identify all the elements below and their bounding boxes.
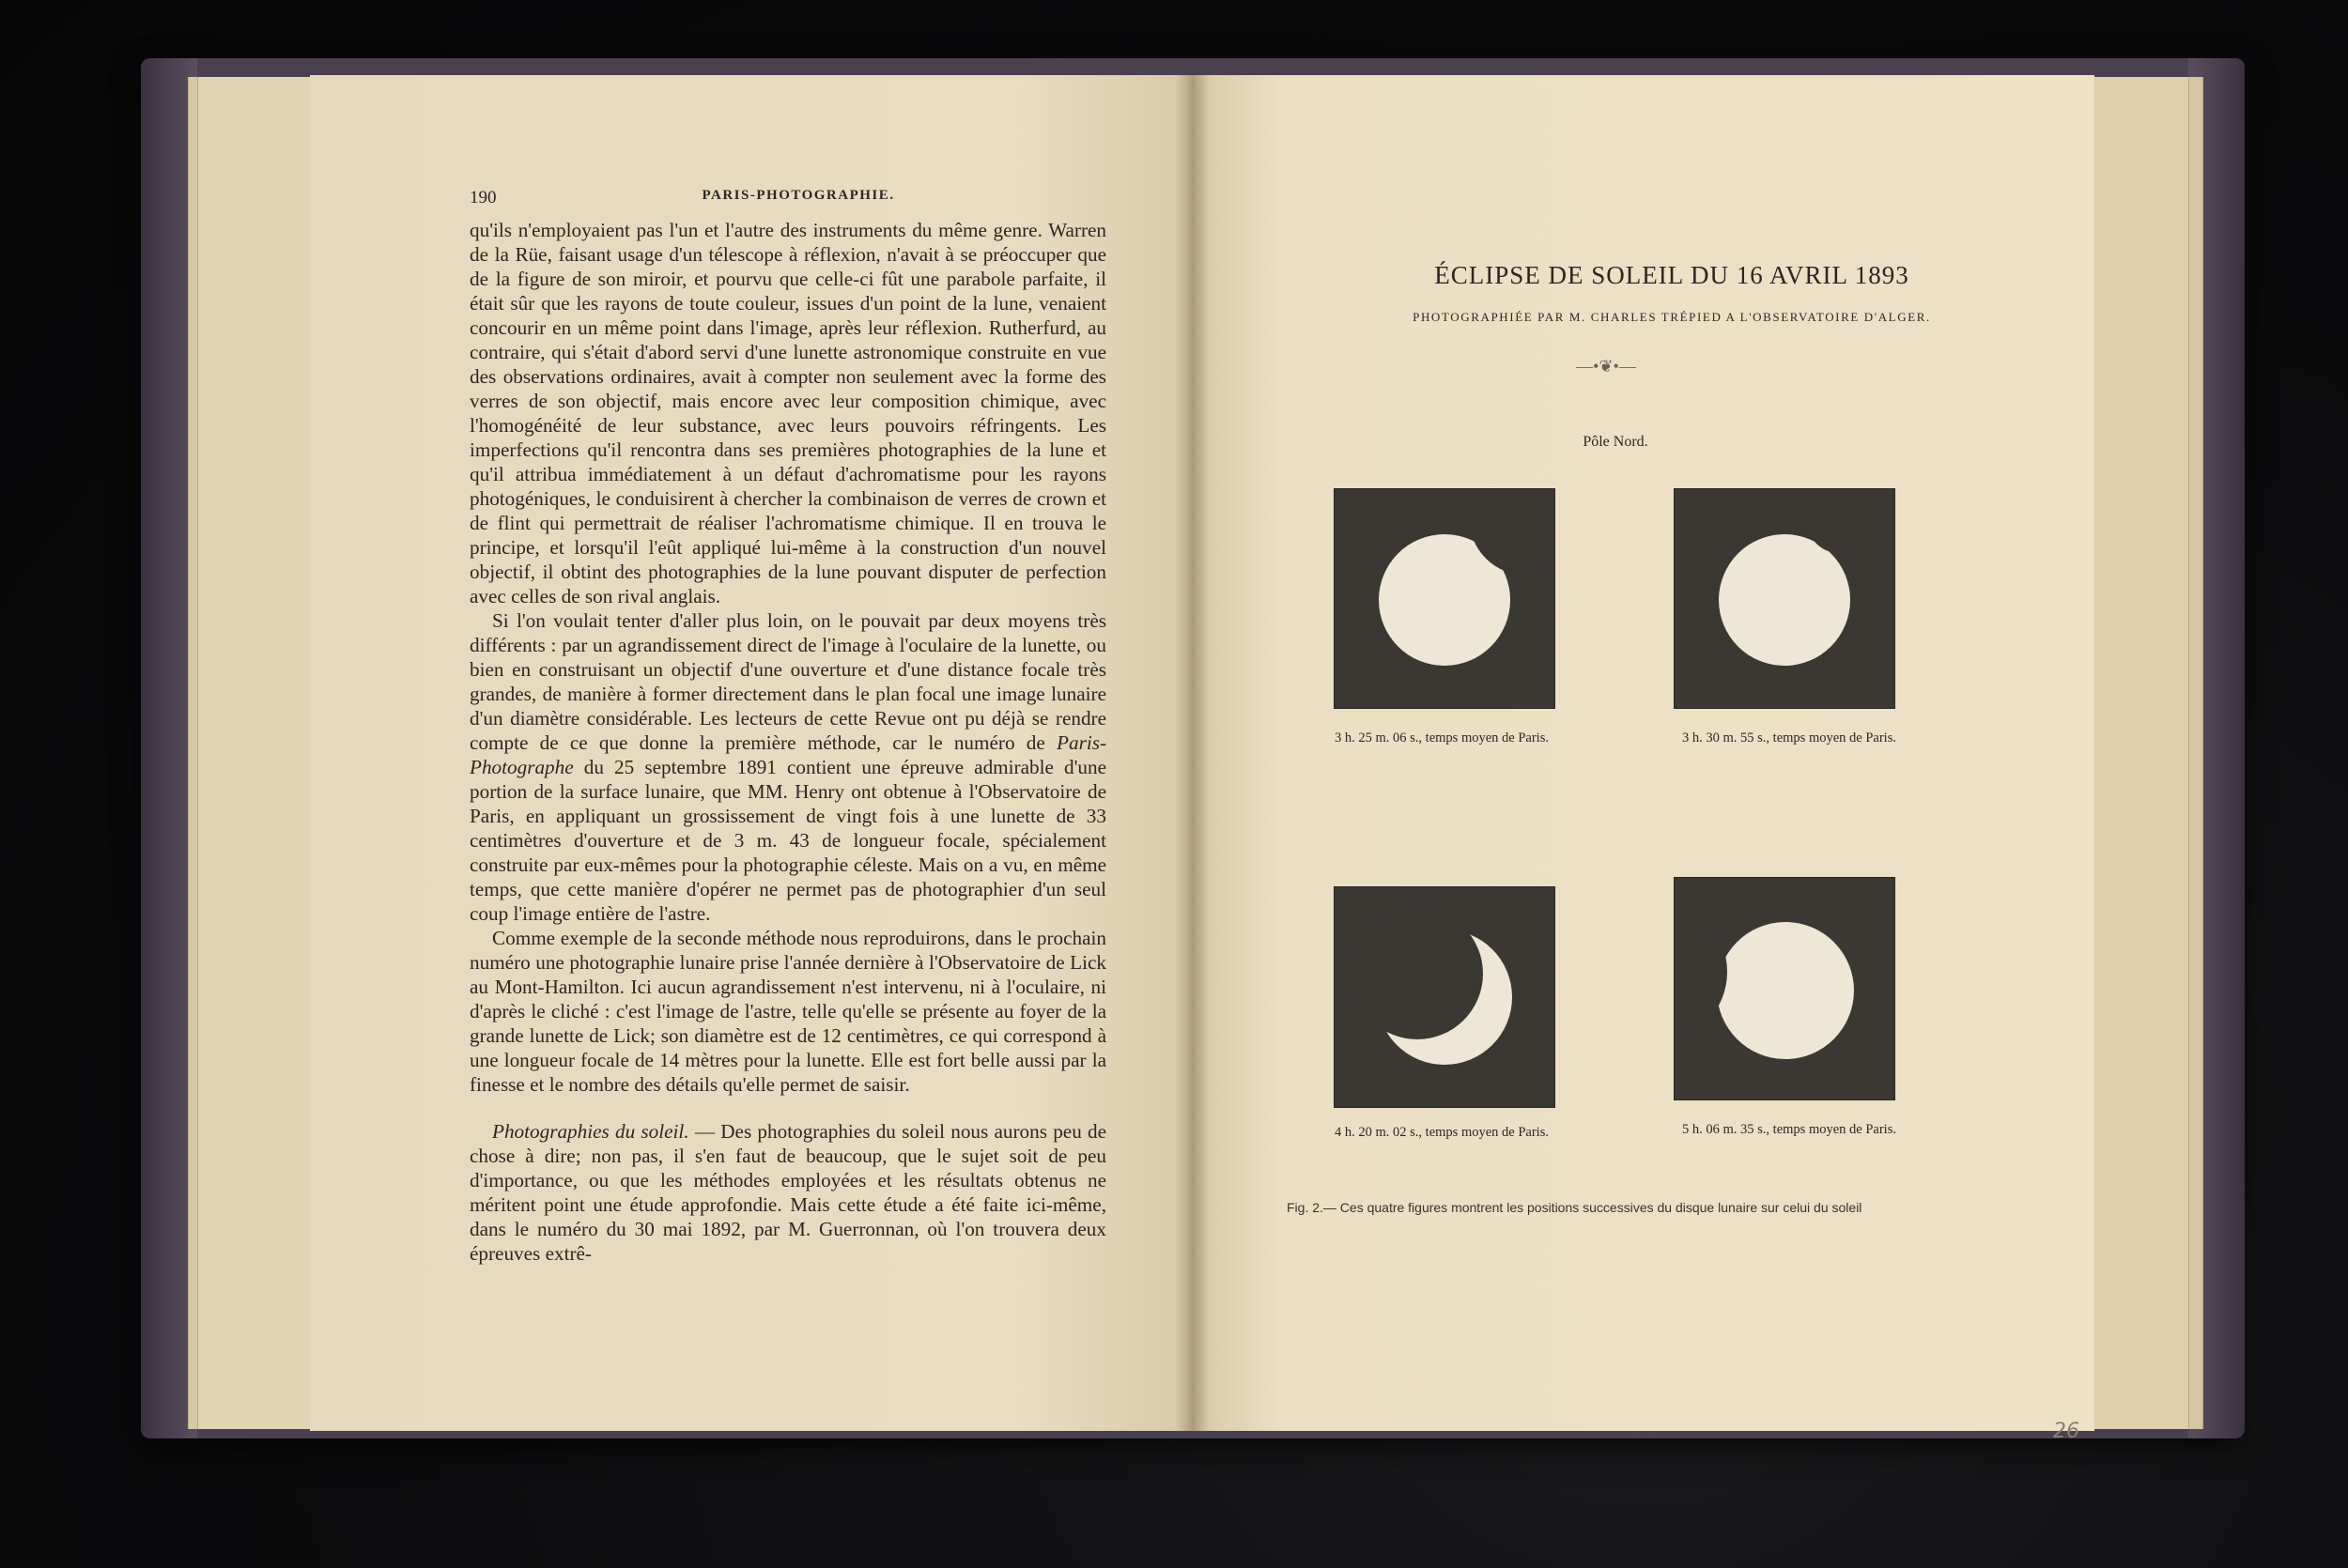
page-stack-right-inner (2094, 77, 2189, 1429)
pencil-folio-mark: 26 (2053, 1420, 2079, 1443)
eclipse-photo-1 (1334, 488, 1555, 709)
sun-disk (1717, 922, 1854, 1059)
photo-caption-2: 3 h. 30 m. 55 s., temps moyen de Paris. (1682, 730, 1896, 746)
book-gutter (1176, 75, 1210, 1431)
figure-caption: Fig. 2.— Ces quatre figures montrent les positions successives du disque lunaire sur celui du soleil (1287, 1200, 1862, 1215)
page-stack-left-inner (197, 77, 311, 1429)
paragraph: qu'ils n'employaient pas l'un et l'autre des instruments du même genre. Warren de la Rüe, faisant usage d'un télescope à réflexion, n'avait à se préoccuper que de la figure de son miroir, et pourvu que celle-ci fût une parabole parfaite, il était sûr que les rayons de toute couleur, issues d'un point de la lune, venaient concourir en un même point dans l'image, après leur réflexion. Rutherfurd, au contraire, qui s'était d'abord servi d'une lunette astronomique construite en vue des observations ordinaires, avait à compter non seulement avec la forme des verres de son objectif, mais encore avec leur composition chimique, avec l'homogénéité de leur substance, avec leurs pouvoirs réfringents. Les imperfections qu'il rencontra dans ses premières photographies de la lune et qu'il attribua immédiatement à un défaut d'achromatisme pour les rayons photogéniques, le conduisirent à chercher la combinaison de verres de crown et de flint qui permettrait de réaliser l'achromatisme chimique. Il en trouva le principe, et lorsqu'il l'eût appliqué lui-même à la construction d'un nouvel objectif, il obtint des photographies de la lune pouvant disputer de perfection avec celles de son rival anglais. (470, 219, 1106, 607)
running-head (470, 188, 1127, 210)
body-text (470, 218, 1106, 1266)
photo-caption-1: 3 h. 25 m. 06 s., temps moyen de Paris. (1335, 730, 1549, 746)
sun-disk (1719, 534, 1850, 666)
pole-label: Pôle Nord. (1583, 434, 1648, 450)
moon-disk (1807, 489, 1871, 553)
section-heading: Photographies du soleil. (492, 1120, 689, 1143)
moon-disk (1675, 900, 1727, 1043)
eclipse-photo-4 (1674, 877, 1895, 1100)
running-title: PARIS-PHOTOGRAPHIE. (702, 188, 895, 203)
photo-caption-4: 5 h. 06 m. 35 s., temps moyen de Paris. (1682, 1122, 1896, 1137)
photo-caption-3: 4 h. 20 m. 02 s., temps moyen de Paris. (1335, 1125, 1549, 1140)
ornament-divider: —•❦•— (1576, 357, 1636, 376)
page-number: 190 (470, 188, 497, 208)
italic-reference: Paris-Photographe (470, 731, 1106, 778)
paragraph: Comme exemple de la seconde méthode nous reproduirons, dans le prochain numéro une photographie lunaire prise l'année dernière à l'Observatoire de Lick au Mont-Hamilton. Ici aucun agrandissement n'est intervenu, ni à l'oculaire, ni d'après le cliché : c'est l'image de l'astre, telle qu'elle se présente au foyer de la grande lunette de Lick; son diamètre est de 12 centimètres, ce qui correspond à une longueur focale de 14 mètres pour la lunette. Elle est fort belle aussi par la finesse et le nombre des détails qu'elle permet de saisir. (470, 927, 1106, 1096)
plate-subtitle: PHOTOGRAPHIÉE PAR M. CHARLES TRÉPIED A L'OBSERVATOIRE D'ALGER. (1413, 310, 1931, 324)
paragraph: Si l'on voulait tenter d'aller plus loin, on le pouvait par deux moyens très différents : par un agrandissement direct de l'image à l'oculaire de la lunette, ou bien en construisant un objectif d'une ouverture et d'une distance focale très grandes, de manière à former directement dans le plan focal une image lunaire d'un diamètre considérable. Les lecteurs de cette Revue ont pu déjà se rendre compte de ce que donne la première méthode, car le numéro de Paris-Photographe du 25 septembre 1891 contient une épreuve admirable d'une portion de la surface lunaire, que MM. Henry ont obtenue à l'Observatoire de Paris, en appliquant un grossissement de vingt fois à une lunette de 33 centimètres d'ouverture et de 3 m. 43 de longueur focale, spécialement construite par eux-mêmes pour la photographie céleste. Mais on a vu, en même temps, que cette manière d'opérer ne permet pas de photographier d'un seul coup l'image entière de l'astre. (470, 609, 1107, 925)
paragraph: Photographies du soleil. — Des photographies du soleil nous aurons peu de chose à dire; non pas, il s'en faut de beaucoup, que le sujet soit de peu d'importance, ou que les méthodes employées et les résultats obtenus ne méritent point une étude approfondie. Mais cette étude a été faite ici-même, dans le numéro du 30 mai 1892, par M. Guerronnan, où l'on trouvera deux épreuves extrê- (470, 1120, 1107, 1265)
plate-title: ÉCLIPSE DE SOLEIL DU 16 AVRIL 1893 (1434, 261, 1909, 289)
eclipse-photo-2 (1674, 488, 1895, 709)
eclipse-photo-3 (1334, 886, 1555, 1108)
moon-disk (1352, 908, 1483, 1039)
